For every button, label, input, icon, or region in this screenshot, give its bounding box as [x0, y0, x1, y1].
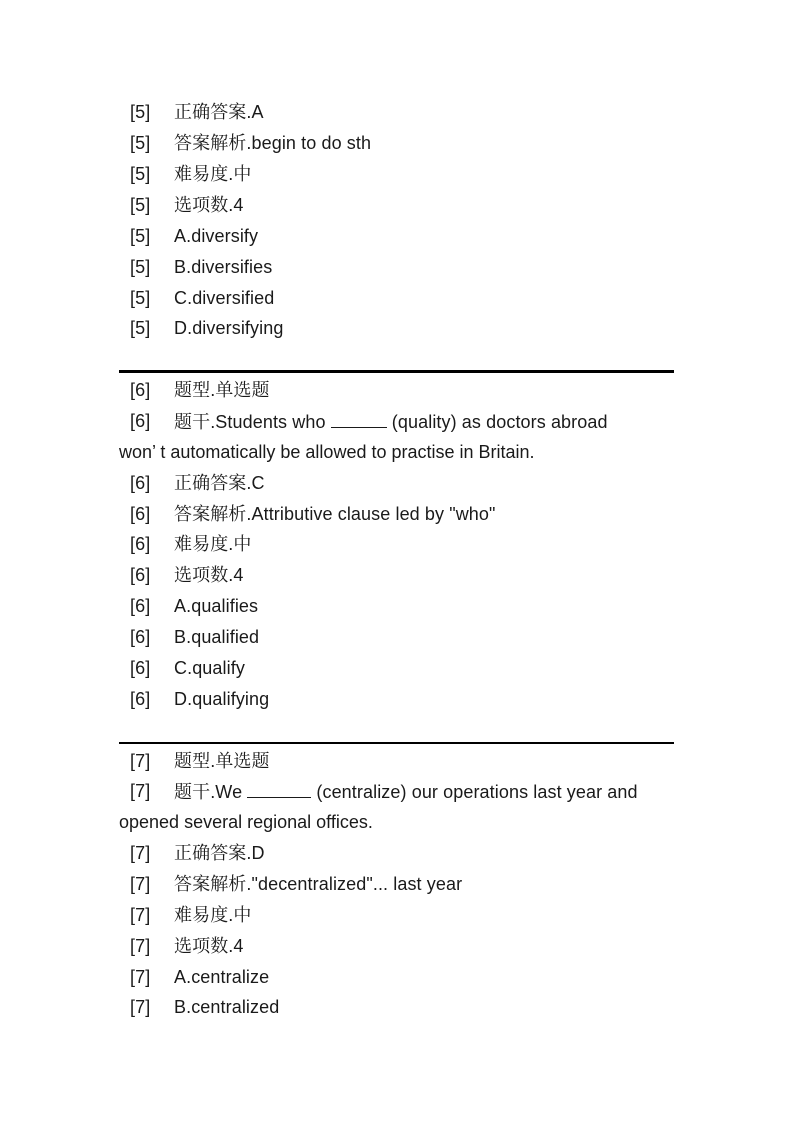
option-a: A.centralize [174, 967, 270, 987]
question-number: [6] [130, 473, 151, 493]
answer-explanation: 答案解析.Attributive clause led by "who" [174, 504, 496, 524]
question-number: [6] [130, 565, 151, 585]
section-divider [119, 370, 674, 373]
question-number: [7] [130, 874, 151, 894]
question-number: [6] [130, 380, 151, 400]
stem-prefix: 题干.Students who [174, 412, 331, 432]
option-d: D.qualifying [174, 689, 270, 709]
correct-answer: 正确答案.A [174, 102, 264, 122]
answer-blank [331, 410, 387, 428]
question-type: 题型.单选题 [174, 380, 270, 400]
option-a: A.qualifies [174, 596, 259, 616]
question-number: [7] [130, 936, 151, 956]
question-number: [6] [130, 658, 151, 678]
question-number: [7] [130, 751, 151, 771]
question-number: [6] [130, 689, 151, 709]
question-number: [7] [130, 997, 151, 1017]
difficulty: 难易度.中 [174, 905, 252, 925]
question-number: [5] [130, 257, 151, 277]
difficulty: 难易度.中 [174, 164, 252, 184]
option-c: C.qualify [174, 658, 245, 678]
option-b: B.centralized [174, 997, 280, 1017]
question-number: [5] [130, 164, 151, 184]
question-number: [6] [130, 504, 151, 524]
question-number: [7] [130, 905, 151, 925]
question-stem [174, 410, 608, 433]
question-number: [5] [130, 195, 151, 215]
question-number: [7] [130, 781, 151, 801]
question-number: [5] [130, 102, 151, 122]
question-number: [6] [130, 596, 151, 616]
answer-blank [247, 780, 311, 798]
answer-explanation: 答案解析.begin to do sth [174, 133, 372, 153]
q6-stem-continuation: won’ t automatically be allowed to practise in Britain. [119, 442, 535, 462]
option-count: 选项数.4 [174, 936, 244, 956]
question-number: [6] [130, 534, 151, 554]
question-number: [5] [130, 226, 151, 246]
question-stem [174, 780, 638, 803]
option-a: A.diversify [174, 226, 259, 246]
question-number: [6] [130, 411, 151, 431]
question-number: [5] [130, 288, 151, 308]
stem-suffix: (quality) as doctors abroad [386, 412, 608, 432]
question-number: [5] [130, 133, 151, 153]
section-divider [119, 742, 674, 744]
question-number: [5] [130, 318, 151, 338]
answer-explanation: 答案解析."decentralized"... last year [174, 874, 463, 894]
option-d: D.diversifying [174, 318, 284, 338]
option-b: B.diversifies [174, 257, 273, 277]
correct-answer: 正确答案.C [174, 473, 265, 493]
option-c: C.diversified [174, 288, 275, 308]
option-count: 选项数.4 [174, 565, 244, 585]
correct-answer: 正确答案.D [174, 843, 265, 863]
difficulty: 难易度.中 [174, 534, 252, 554]
stem-suffix: (centralize) our operations last year and [311, 782, 638, 802]
question-number: [7] [130, 967, 151, 987]
question-number: [6] [130, 627, 151, 647]
q7-stem-continuation: opened several regional offices. [119, 812, 373, 832]
stem-prefix: 题干.We [174, 782, 248, 802]
option-count: 选项数.4 [174, 195, 244, 215]
question-type: 题型.单选题 [174, 751, 270, 771]
question-number: [7] [130, 843, 151, 863]
option-b: B.qualified [174, 627, 260, 647]
